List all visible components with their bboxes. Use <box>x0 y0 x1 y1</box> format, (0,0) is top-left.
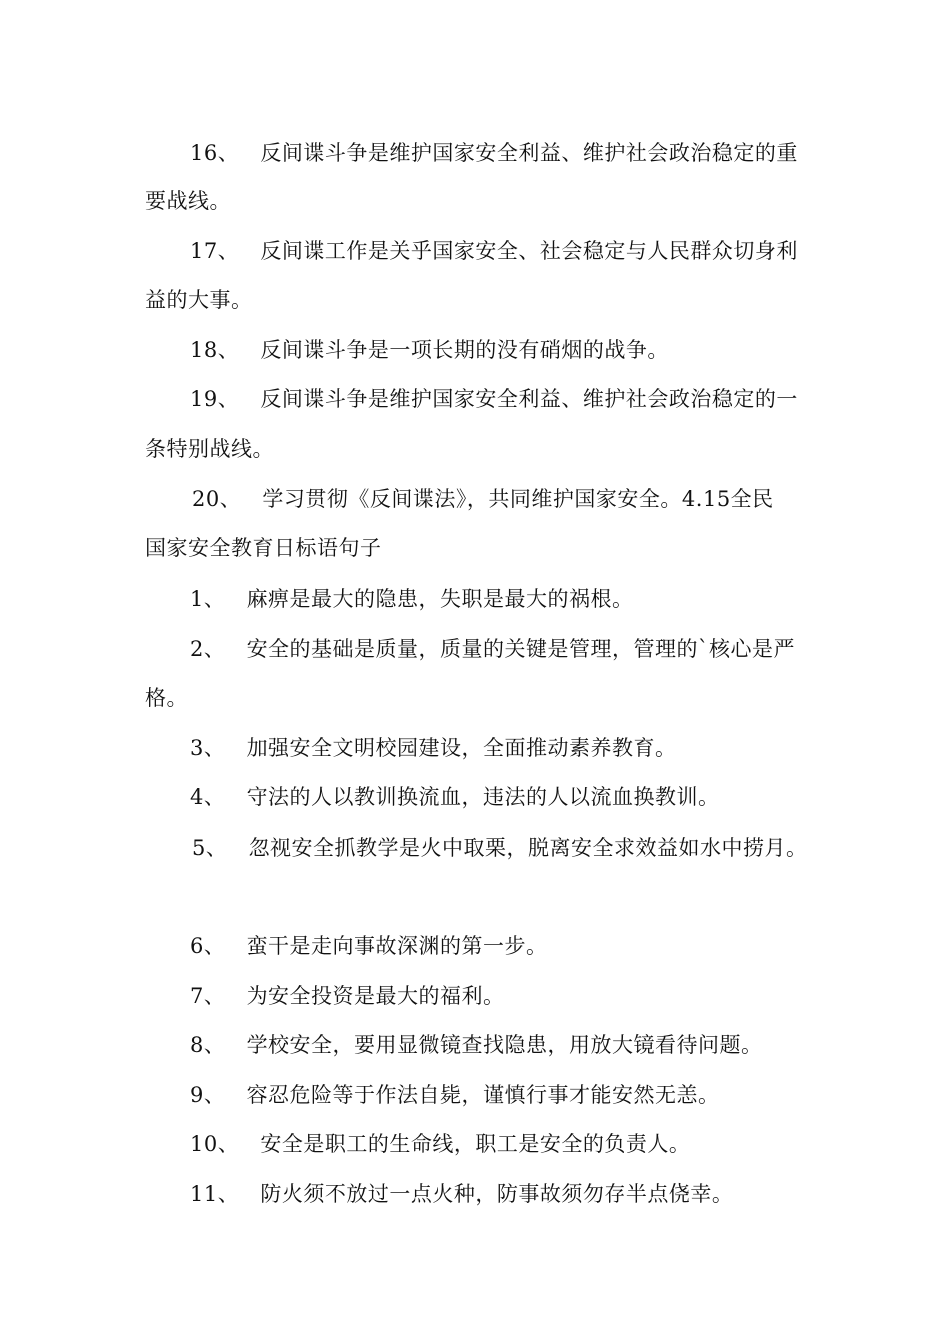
item-continuation: 条特别战线。 <box>145 437 274 461</box>
item-number: 2、 <box>190 637 226 661</box>
list-item <box>190 384 798 414</box>
list-item <box>190 634 795 664</box>
item-text: 忽视安全抓教学是火中取栗，脱离安全求效益如水中捞月。 <box>248 836 808 860</box>
item-text: 蛮干是走向事故深渊的第一步。 <box>246 934 548 958</box>
list-item <box>190 1030 763 1060</box>
item-text: 反间谍斗争是维护国家安全利益、维护社会政治稳定的重 <box>260 141 798 165</box>
item-text: 学习贯彻《反间谍法》，共同维护国家安全。4.15全民 <box>262 487 774 511</box>
item-text: 为安全投资是最大的福利。 <box>246 984 505 1008</box>
list-item <box>190 236 798 266</box>
list-item <box>190 1129 690 1159</box>
item-number: 10、 <box>190 1132 240 1156</box>
item-number: 19、 <box>190 387 240 411</box>
item-text: 反间谍斗争是一项长期的没有硝烟的战争。 <box>260 338 669 362</box>
item-text: 反间谍斗争是维护国家安全利益、维护社会政治稳定的一 <box>260 387 798 411</box>
item-continuation: 国家安全教育日标语句子 <box>145 536 382 560</box>
list-item <box>190 1080 720 1110</box>
item-text: 安全是职工的生命线，职工是安全的负责人。 <box>260 1132 691 1156</box>
item-text: 守法的人以教训换流血，违法的人以流血换教训。 <box>246 785 720 809</box>
item-text: 学校安全，要用显微镜查找隐患，用放大镜看待问题。 <box>246 1033 763 1057</box>
item-number: 8、 <box>190 1033 226 1057</box>
item-number: 4、 <box>190 785 226 809</box>
item-text: 反间谍工作是关乎国家安全、社会稳定与人民群众切身利 <box>260 239 798 263</box>
item-text: 加强安全文明校园建设，全面推动素养教育。 <box>246 736 677 760</box>
list-item <box>190 981 505 1011</box>
list-item <box>192 484 774 514</box>
item-continuation: 益的大事。 <box>145 288 253 312</box>
item-number: 18、 <box>190 338 240 362</box>
item-number: 7、 <box>190 984 226 1008</box>
item-number: 3、 <box>190 736 226 760</box>
list-item <box>190 1179 733 1209</box>
list-item <box>190 138 798 168</box>
item-text: 安全的基础是质量，质量的关键是管理，管理的`核心是严 <box>246 637 796 661</box>
list-item <box>190 584 634 614</box>
item-number: 16、 <box>190 141 240 165</box>
item-continuation: 要战线。 <box>145 189 231 213</box>
list-item <box>190 782 720 812</box>
item-continuation: 格。 <box>145 686 188 710</box>
item-text: 防火须不放过一点火种，防事故须勿存半点侥幸。 <box>260 1182 734 1206</box>
list-item <box>190 931 548 961</box>
item-number: 6、 <box>190 934 226 958</box>
item-number: 1、 <box>190 587 226 611</box>
item-number: 17、 <box>190 239 240 263</box>
item-number: 5、 <box>192 836 228 860</box>
item-number: 9、 <box>190 1083 226 1107</box>
item-text: 容忍危险等于作法自毙，谨慎行事才能安然无恙。 <box>246 1083 720 1107</box>
list-item <box>192 833 808 863</box>
item-number: 20、 <box>192 487 242 511</box>
item-text: 麻痹是最大的隐患，失职是最大的祸根。 <box>246 587 634 611</box>
list-item <box>190 335 669 365</box>
list-item <box>190 733 677 763</box>
item-number: 11、 <box>190 1182 240 1206</box>
